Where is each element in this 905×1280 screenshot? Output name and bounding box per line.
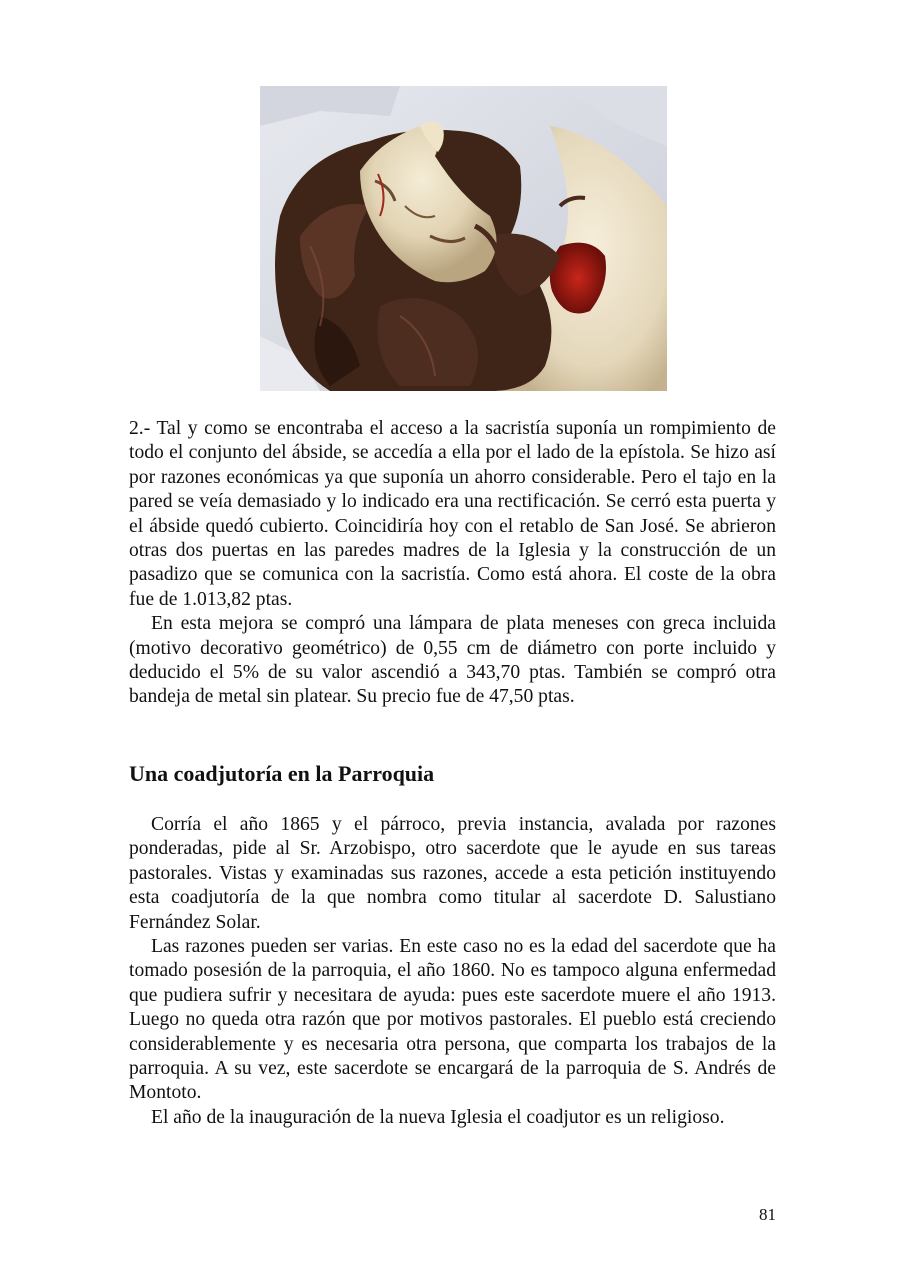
- section1-text: [129, 417, 776, 710]
- paragraph-razones: Las razones pueden ser varias. En este caso no es la edad del sacerdote que ha tomado posesión de la parroquia, el año 1860. No es tampoco alguna enfermedad que pudiera sufrir y necesitara de ayuda: pues este sacerdote muere el año 1913. Luego no queda otra razón que por motivos pastorales. El pueblo está creciendo considerablemente y es necesaria otra persona, que comparta los trabajos de la parroquia. A su vez, este sacerdote se encargará de la parroquia de S. Andrés de Montoto.: [129, 936, 776, 1104]
- section-heading: Una coadjutoría en la Parroquia: [129, 761, 435, 786]
- statue-photo: [260, 86, 667, 391]
- paragraph-coadjutoria: Corría el año 1865 y el párroco, previa instancia, avalada por razones ponderadas, pide al Sr. Arzobispo, otro sacerdote que le ayude en sus tareas pastorales. Vistas y examinadas sus razones, accede a esta petición instituyendo esta coadjutoría de la que nombra como titular al sacerdote D. Salustiano Fernández Solar.: [129, 814, 776, 933]
- section2-text: [129, 813, 776, 1130]
- statue-photo-icon: [260, 86, 667, 391]
- paragraph-sacristia: 2.- Tal y como se encontraba el acceso a la sacristía suponía un rompimiento de todo el conjunto del ábside, se accedía a ella por el lado de la epístola. Se hizo así por razones económicas ya que suponía un ahorro considerable. Pero el tajo en la pared se veía demasiado y lo indicado era una rectificación. Se cerró esta puerta y el ábside quedó cubierto. Coincidiría hoy con el retablo de San José. Se abrieron otras dos puertas en las paredes madres de la Iglesia y la construcción de un pasadizo que se comunica con la sacristía. Como está ahora. El coste de la obra fue de 1.013,82 ptas.: [129, 418, 776, 610]
- page-number: 81: [759, 1205, 776, 1224]
- paragraph-inauguracion: El año de la inauguración de la nueva Iglesia el coadjutor es un religioso.: [151, 1106, 725, 1128]
- paragraph-lampara: En esta mejora se compró una lámpara de plata meneses con greca incluida (motivo decorativo geométrico) de 0,55 cm de diámetro con porte incluido y deducido el 5% de su valor ascendió a 343,70 ptas. También se compró otra bandeja de metal sin platear. Su precio fue de 47,50 ptas.: [129, 613, 776, 708]
